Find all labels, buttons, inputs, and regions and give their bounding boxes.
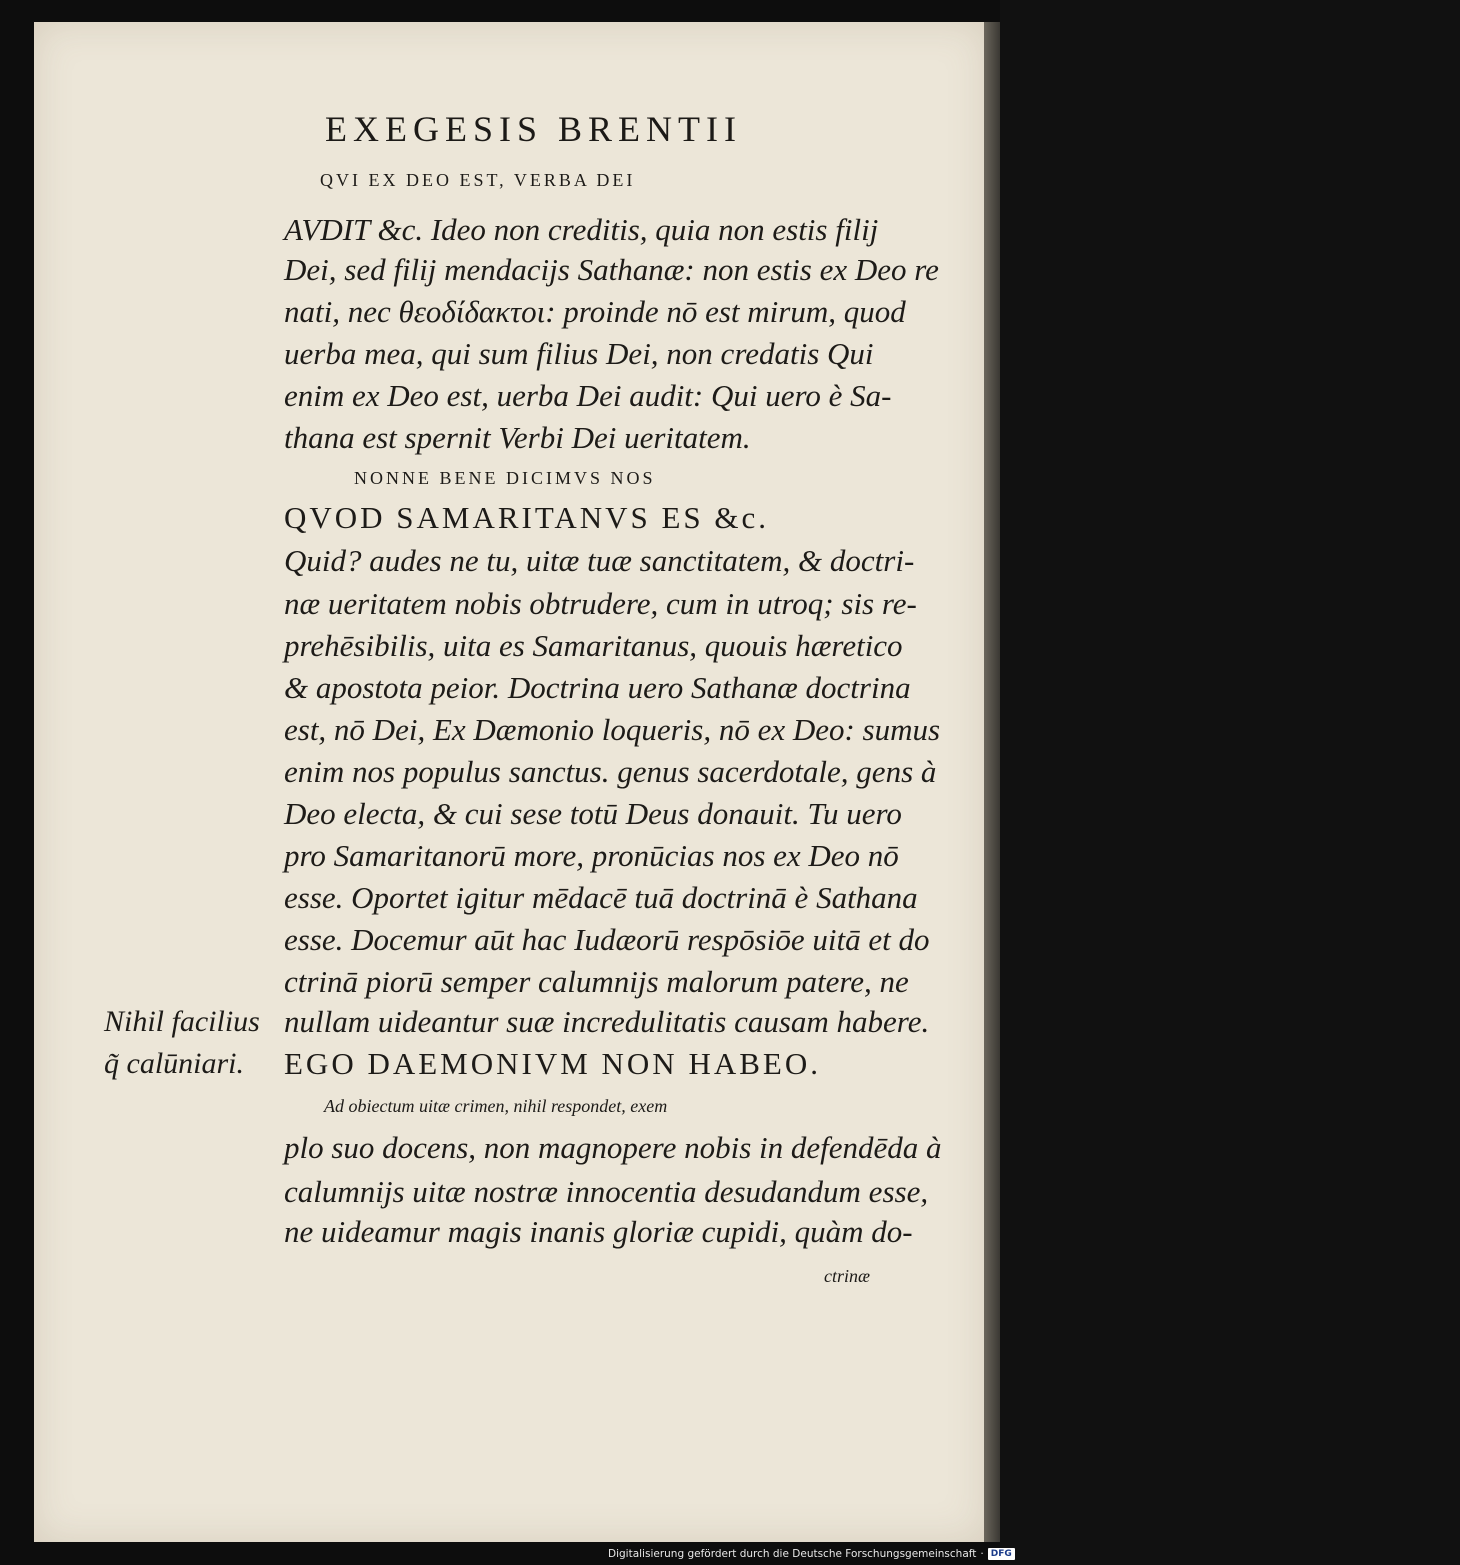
page-edge [984,22,1000,1542]
running-head: EXEGESIS BRENTII [325,109,742,149]
text-line: enim nos populus sanctus. genus sacerdotale, gens à [284,754,937,789]
text-line: EGO DAEMONIVM NON HABEO. [284,1046,821,1081]
dfg-logo-icon: DFG [988,1548,1015,1560]
footer-text: Digitalisierung gefördert durch die Deutsche Forschungsgemeinschaft [608,1548,977,1560]
text-line: plo suo docens, non magnopere nobis in defendēda à [284,1130,942,1165]
text-line: Dei, sed filij mendacijs Sathanæ: non estis ex Deo re [284,252,939,287]
text-line: est, nō Dei, Ex Dæmonio loqueris, nō ex Deo: sumus [284,712,941,747]
text-line: nati, nec θεοδίδακτοι: proinde nō est mirum, quod [284,294,906,329]
text-line: NONNE BENE DICIMVS NOS [354,468,656,488]
text-line: esse. Oportet igitur mēdacē tuā doctrinā è Sathana [284,880,918,915]
text-line: nullam uideantur suæ incredulitatis causam habere. [284,1004,930,1039]
text-line: prehēsibilis, uita es Samaritanus, quouis hæretico [284,628,903,663]
text-line: uerba mea, qui sum filius Dei, non credatis Qui [284,336,874,371]
text-line: ne uideamur magis inanis gloriæ cupidi, quàm do- [284,1214,913,1249]
text-line: Deo electa, & cui sese totū Deus donauit. Tu uero [284,796,902,831]
text-line: ctrinæ [824,1266,871,1286]
text-line: ctrinā piorū semper calumnijs malorum patere, ne [284,964,909,999]
text-line: Ad obiectum uitæ crimen, nihil respondet, exem [324,1096,668,1116]
text-line: & apostota peior. Doctrina uero Sathanæ doctrina [284,670,911,705]
text-line: pro Samaritanorū more, pronūcias nos ex Deo nō [284,838,899,873]
margin-note-line: Nihil facilius [104,1005,260,1038]
footer-separator: · [980,1548,984,1560]
text-line: esse. Docemur aūt hac Iudæorū respōsiōe uitā et do [284,922,930,957]
text-line: QVOD SAMARITANVS ES &c. [284,500,770,535]
text-line: calumnijs uitæ nostræ innocentia desudandum esse, [284,1174,929,1209]
digitization-footer [608,1546,1012,1562]
text-line: Quid? audes ne tu, uitæ tuæ sanctitatem, & doctri- [284,543,915,578]
text-line: thana est spernit Verbi Dei ueritatem. [284,420,751,455]
text-line: QVI EX DEO EST, VERBA DEI [320,170,636,190]
text-line: AVDIT &c. Ideo non creditis, quia non estis filij [284,212,879,247]
text-line: næ ueritatem nobis obtrudere, cum in utroq; sis re- [284,586,917,621]
text-line: enim ex Deo est, uerba Dei audit: Qui uero è Sa- [284,378,892,413]
margin-note-line: q̃ calūniari. [104,1047,244,1080]
